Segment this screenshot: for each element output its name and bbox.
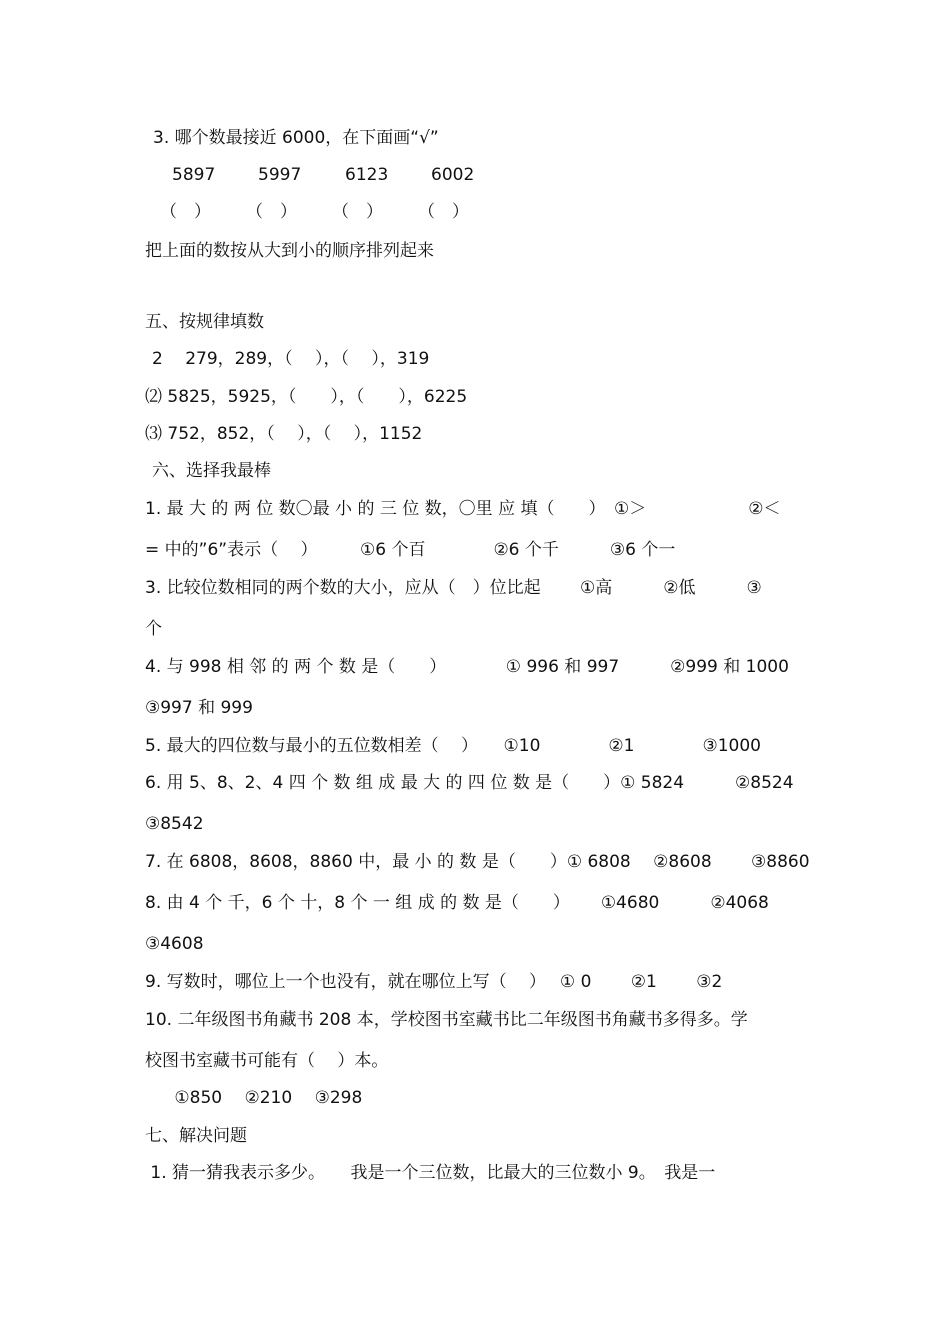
q3-number-2: 5997 [258,165,302,185]
section6-q1: 1. 最 大 的 两 位 数〇最 小 的 三 位 数，〇里 应 填（ ） ①＞ ②＜ [145,499,781,519]
section6-heading: 六、选择我最棒 [152,461,271,481]
section6-q6-cont: ③8542 [145,814,204,834]
section6-q10: 10. 二年级图书角藏书 208 本，学校图书室藏书比二年级图书角藏书多得多。学 [145,1010,748,1030]
section6-q10-cont: 校图书室藏书可能有（ ）本。 [145,1051,389,1071]
section7-heading: 七、解决问题 [145,1126,247,1146]
section5-line-3: ⑶ 752，852，（ ），（ ），1152 [145,424,423,444]
section6-q4-cont: ③997 和 999 [145,698,253,718]
section6-q3: 3. 比较位数相同的两个数的大小，应从（ ）位比起 ①高 ②低 ③ [145,578,762,598]
q3-number-1: 5897 [172,165,216,185]
q3-blank-4: （ ） [418,202,469,222]
section6-q6: 6. 用 5、8、2、4 四 个 数 组 成 最 大 的 四 位 数 是（ ）① 5824 ②8524 [145,773,794,793]
section6-q8: 8. 由 4 个 千，6 个 十，8 个 一 组 成 的 数 是（ ） ①4680 ②4068 [145,893,769,913]
q3-title: 3. 哪个数最接近 6000，在下面画“√” [153,128,439,148]
section6-q4: 4. 与 998 相 邻 的 两 个 数 是（ ） ① 996 和 997 ②999 和 1000 [145,657,789,677]
section5-line-1: 2 279，289，（ ），（ ），319 [152,349,430,369]
q3-number-3: 6123 [345,165,389,185]
q3-blank-2: （ ） [246,202,297,222]
section6-q10-options: ①850 ②210 ③298 [152,1088,363,1108]
section6-q9: 9. 写数时，哪位上一个也没有，就在哪位上写（ ） ① 0 ②1 ③2 [145,972,723,992]
q3-blank-3: （ ） [332,202,383,222]
section6-q8-cont: ③4608 [145,934,204,954]
section6-q5: 5. 最大的四位数与最小的五位数相差（ ） ①10 ②1 ③1000 [145,736,761,756]
section6-q7: 7. 在 6808，8608，8860 中，最 小 的 数 是（ ）① 6808 ②8608 ③8860 [145,852,810,872]
section6-q3-cont: 个 [145,619,162,639]
section6-q2: = 中的”6”表示（ ） ①6 个百 ②6 个千 ③6 个一 [145,540,676,560]
section7-q1: 1. 猜一猜我表示多少。 我是一个三位数，比最大的三位数小 9。 我是一 [145,1163,716,1183]
q3-number-4: 6002 [431,165,475,185]
q3-instruction: 把上面的数按从大到小的顺序排列起来 [145,241,434,261]
section5-line-2: ⑵ 5825，5925，（ ），（ ），6225 [145,387,468,407]
q3-blank-1: （ ） [160,202,211,222]
section5-heading: 五、按规律填数 [145,312,264,332]
